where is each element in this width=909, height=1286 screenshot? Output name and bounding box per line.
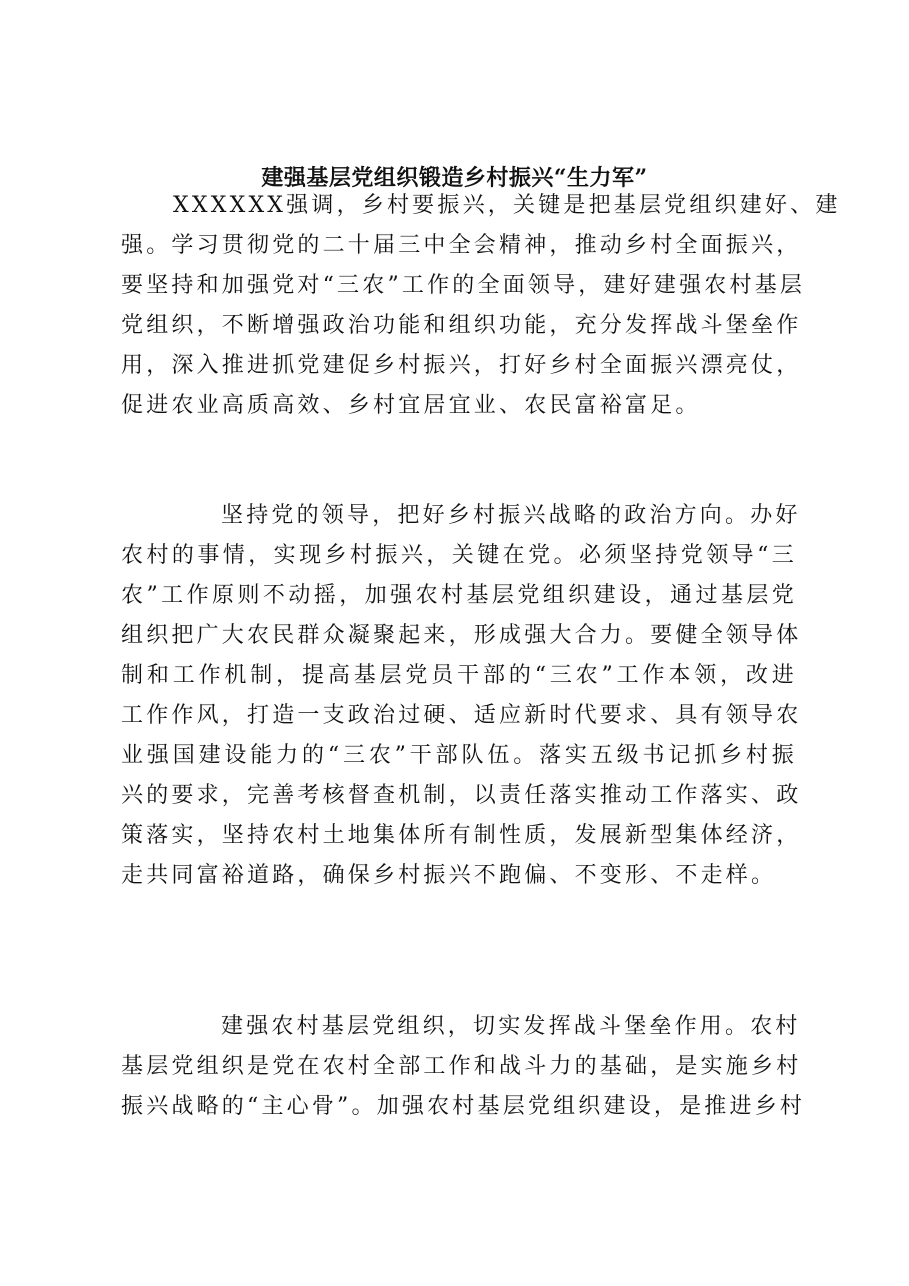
paragraph-line: 组织把广大农民群众凝聚起来，形成强大合力。要健全领导体	[121, 623, 802, 648]
paragraph-line: 强。学习贯彻党的二十届三中全会精神，推动乡村全面振兴，	[121, 233, 802, 258]
paragraph-line: 要坚持和加强党对“三农”工作的全面领导，建好建强农村基层	[121, 273, 806, 298]
paragraph-line: 振兴战略的“主心骨”。加强农村基层党组织建设，是推进乡村	[121, 1094, 806, 1119]
paragraph-line: 农村的事情，实现乡村振兴，关键在党。必须坚持党领导“三	[121, 543, 797, 568]
paragraph-line: 农”工作原则不动摇，加强农村基层党组织建设，通过基层党	[121, 583, 797, 608]
paragraph-line: 策落实，坚持农村土地集体所有制性质，发展新型集体经济，	[121, 823, 802, 848]
paragraph-line: 业强国建设能力的“三农”干部队伍。落实五级书记抓乡村振	[121, 743, 797, 768]
paragraph-line: 坚持党的领导，把好乡村振兴战略的政治方向。办好	[221, 503, 801, 528]
paragraph-line: 制和工作机制，提高基层党员干部的“三农”工作本领，改进	[121, 663, 797, 688]
paragraph-line: 促进农业高质高效、乡村宜居宜业、农民富裕富足。	[121, 393, 701, 418]
paragraph-line: 兴的要求，完善考核督查机制，以责任落实推动工作落实、政	[121, 783, 802, 808]
paragraph-line: 建强农村基层党组织，切实发挥战斗堡垒作用。农村	[221, 1014, 801, 1039]
paragraph-line: XXXXXX强调，乡村要振兴，关键是把基层党组织建好、建	[173, 193, 841, 218]
paragraph-line: 用，深入推进抓党建促乡村振兴，打好乡村全面振兴漂亮仗，	[121, 353, 802, 378]
paragraph-3	[121, 1007, 806, 1127]
document-title: 建强基层党组织锻造乡村振兴“生力军”	[261, 165, 648, 191]
paragraph-line: 工作作风，打造一支政治过硬、适应新时代要求、具有领导农	[121, 703, 802, 728]
paragraph-line: 走共同富裕道路，确保乡村振兴不跑偏、不变形、不走样。	[121, 863, 777, 888]
paragraph-1	[121, 186, 841, 426]
paragraph-line: 基层党组织是党在农村全部工作和战斗力的基础，是实施乡村	[121, 1054, 802, 1079]
paragraph-line: 党组织，不断增强政治功能和组织功能，充分发挥战斗堡垒作	[121, 313, 802, 338]
paragraph-2	[121, 496, 802, 896]
